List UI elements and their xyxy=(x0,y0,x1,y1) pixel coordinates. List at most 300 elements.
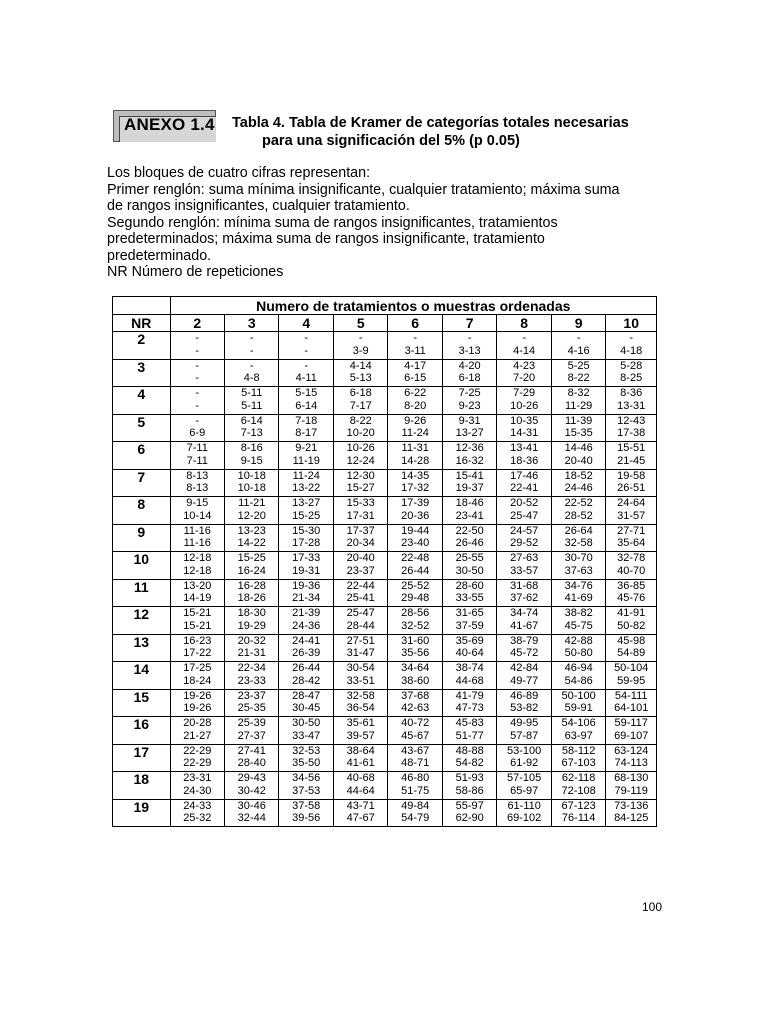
cell-first-line: 26-64 xyxy=(564,524,593,537)
cell-first-line: 8-32 xyxy=(567,387,590,399)
table-cell xyxy=(497,414,551,442)
table-cell xyxy=(388,332,442,360)
table-cell xyxy=(170,689,224,717)
cell-first-line: 14-35 xyxy=(401,469,430,482)
nr-cell: 16 xyxy=(113,717,171,745)
table-cell xyxy=(497,359,551,387)
cell-second-line: 15-35 xyxy=(564,427,593,439)
cell-second-line: 33-55 xyxy=(455,592,484,604)
cell-first-line: 32-58 xyxy=(346,689,375,702)
cell-second-line: 26-44 xyxy=(401,564,430,577)
nr-cell: 10 xyxy=(113,552,171,580)
cell-second-line: 41-67 xyxy=(510,619,539,632)
cell-second-line: 9-15 xyxy=(240,454,263,467)
cell-second-line: 33-51 xyxy=(346,674,375,687)
cell-first-line: 25-55 xyxy=(455,552,484,564)
cell-second-line: 30-45 xyxy=(292,702,321,714)
cell-first-line: 7-18 xyxy=(295,414,318,427)
cell-first-line: 30-70 xyxy=(564,552,593,564)
table-cell xyxy=(551,744,605,772)
cell-first-line: 19-58 xyxy=(617,469,646,482)
table-cell xyxy=(551,607,605,635)
table-cell xyxy=(170,717,224,745)
cell-first-line: 31-65 xyxy=(455,607,484,619)
cell-first-line: 30-46 xyxy=(237,799,266,812)
annex-label-box xyxy=(113,110,216,142)
cell-second-line: 20-40 xyxy=(564,454,593,467)
cell-second-line: 37-63 xyxy=(564,564,593,577)
table-row xyxy=(113,799,657,827)
cell-second-line: 7-13 xyxy=(240,427,263,439)
cell-second-line: 11-19 xyxy=(292,454,320,467)
table-cell xyxy=(279,524,333,552)
table-cell xyxy=(279,332,333,360)
cell-first-line: 73-136 xyxy=(614,799,649,812)
cell-first-line: 24-64 xyxy=(617,497,646,509)
cell-first-line: 19-26 xyxy=(183,689,212,702)
cell-second-line: 10-26 xyxy=(510,399,539,412)
cell-first-line: 25-39 xyxy=(237,717,266,729)
cell-second-line: 7-11 xyxy=(186,454,208,467)
cell-second-line: 39-57 xyxy=(346,729,375,742)
cell-second-line: 31-47 xyxy=(346,647,375,659)
table-cell xyxy=(551,717,605,745)
cell-first-line: 32-53 xyxy=(292,744,321,757)
table-cell xyxy=(442,414,496,442)
nr-cell: 11 xyxy=(113,579,171,607)
table-cell xyxy=(551,634,605,662)
table-cell xyxy=(442,744,496,772)
table-row xyxy=(113,552,657,580)
table-row xyxy=(113,387,657,415)
table-cell xyxy=(497,332,551,360)
cell-second-line: 14-31 xyxy=(510,427,539,439)
cell-second-line: 30-42 xyxy=(237,784,266,797)
cell-first-line: 53-100 xyxy=(507,744,542,757)
cell-first-line: 5-28 xyxy=(620,359,643,372)
cell-second-line: 13-22 xyxy=(292,482,321,494)
table-cell xyxy=(170,634,224,662)
cell-second-line: 57-87 xyxy=(510,729,539,742)
table-cell xyxy=(606,772,657,800)
table-cell xyxy=(388,662,442,690)
nr-cell: 2 xyxy=(113,332,171,360)
table-cell xyxy=(388,634,442,662)
cell-first-line: 43-71 xyxy=(346,799,375,812)
cell-first-line: 5-25 xyxy=(567,359,590,372)
nr-cell: 7 xyxy=(113,469,171,497)
table-cell xyxy=(442,799,496,827)
cell-first-line: 27-41 xyxy=(237,744,266,757)
table-cell xyxy=(497,524,551,552)
cell-second-line: 15-27 xyxy=(346,482,375,494)
cell-second-line: - xyxy=(195,399,200,412)
cell-second-line: 31-57 xyxy=(617,509,646,522)
cell-first-line: 15-25 xyxy=(237,552,266,564)
cell-first-line: 6-18 xyxy=(349,387,372,399)
table-cell xyxy=(388,359,442,387)
table-cell xyxy=(225,442,279,470)
cell-second-line: 18-26 xyxy=(237,592,266,604)
cell-first-line: 40-72 xyxy=(401,717,430,729)
table-cell xyxy=(388,524,442,552)
cell-second-line: 24-36 xyxy=(292,619,321,632)
nr-cell: 6 xyxy=(113,442,171,470)
cell-first-line: - xyxy=(249,332,254,344)
cell-second-line: 17-32 xyxy=(401,482,430,494)
cell-second-line: 6-9 xyxy=(189,427,206,439)
nr-cell: 14 xyxy=(113,662,171,690)
table-row xyxy=(113,497,657,525)
cell-second-line: 69-107 xyxy=(614,729,649,742)
cell-first-line: 22-48 xyxy=(401,552,430,564)
cell-second-line: - xyxy=(195,372,200,384)
cell-first-line: 23-37 xyxy=(237,689,266,702)
cell-first-line: 38-79 xyxy=(510,634,539,647)
cell-second-line: 21-45 xyxy=(617,454,646,467)
table-cell xyxy=(442,469,496,497)
treatment-header: 5 xyxy=(333,315,387,332)
cell-first-line: 45-98 xyxy=(617,634,646,647)
cell-first-line: 34-74 xyxy=(510,607,539,619)
table-row xyxy=(113,332,657,360)
cell-first-line: 11-24 xyxy=(292,469,320,482)
table-cell xyxy=(606,552,657,580)
cell-first-line: 58-112 xyxy=(561,744,596,757)
cell-second-line: 9-23 xyxy=(458,399,481,412)
table-cell xyxy=(225,799,279,827)
cell-first-line: 10-26 xyxy=(346,442,375,454)
cell-first-line: 4-17 xyxy=(404,359,427,372)
cell-first-line: 8-36 xyxy=(620,387,643,399)
cell-first-line: 15-51 xyxy=(617,442,646,454)
cell-second-line: 44-68 xyxy=(455,674,484,687)
table-cell xyxy=(279,662,333,690)
cell-first-line: 24-33 xyxy=(183,799,212,812)
cell-second-line: 12-24 xyxy=(346,454,375,467)
cell-second-line: 65-97 xyxy=(510,784,539,797)
cell-first-line: 54-106 xyxy=(561,717,596,729)
table-cell xyxy=(388,497,442,525)
table-cell xyxy=(333,689,387,717)
table-cell xyxy=(442,332,496,360)
cell-first-line: 10-35 xyxy=(510,414,539,427)
cell-second-line: 4-18 xyxy=(620,344,643,357)
cell-first-line: 38-64 xyxy=(346,744,375,757)
table-cell xyxy=(388,552,442,580)
cell-second-line: 22-29 xyxy=(183,757,212,769)
intro-line: Primer renglón: suma mínima insignificante, cualquier tratamiento; máxima suma xyxy=(107,181,620,198)
cell-second-line: 19-31 xyxy=(292,564,321,577)
table-cell xyxy=(279,387,333,415)
cell-first-line: 7-25 xyxy=(458,387,481,399)
cell-second-line: 6-18 xyxy=(458,372,481,384)
cell-second-line: 61-92 xyxy=(510,757,539,769)
table-cell xyxy=(279,359,333,387)
cell-first-line: 24-41 xyxy=(292,634,321,647)
cell-first-line: - xyxy=(629,332,634,344)
cell-first-line: 19-36 xyxy=(292,579,321,592)
intro-line: predeterminado. xyxy=(107,247,212,264)
table-cell xyxy=(225,634,279,662)
table-title-line1: Tabla 4. Tabla de Kramer de categorías totales necesarias xyxy=(232,115,629,131)
cell-first-line: 34-64 xyxy=(401,662,430,674)
cell-second-line: 42-63 xyxy=(401,702,430,714)
cell-second-line: 6-14 xyxy=(295,399,318,412)
table-cell xyxy=(606,744,657,772)
table-cell xyxy=(333,634,387,662)
cell-first-line: 12-43 xyxy=(617,414,646,427)
table-cell xyxy=(497,497,551,525)
cell-first-line: 15-30 xyxy=(292,524,321,537)
table-cell xyxy=(497,552,551,580)
cell-second-line: 11-16 xyxy=(183,537,211,549)
cell-second-line: 24-30 xyxy=(183,784,212,797)
cell-first-line: - xyxy=(576,332,581,344)
table-cell xyxy=(388,442,442,470)
cell-first-line: 7-11 xyxy=(186,442,208,454)
table-cell xyxy=(333,387,387,415)
treatment-header: 9 xyxy=(551,315,605,332)
cell-first-line: - xyxy=(522,332,526,344)
nr-cell: 19 xyxy=(113,799,171,827)
table-cell xyxy=(606,689,657,717)
cell-second-line: 17-38 xyxy=(617,427,646,439)
cell-second-line: 28-42 xyxy=(292,674,321,687)
cell-second-line: 4-11 xyxy=(295,372,317,384)
cell-second-line: 40-64 xyxy=(455,647,484,659)
cell-second-line: 23-33 xyxy=(237,674,266,687)
cell-second-line: 21-27 xyxy=(183,729,212,742)
table-cell xyxy=(606,579,657,607)
cell-second-line: 29-48 xyxy=(401,592,430,604)
table-cell xyxy=(333,332,387,360)
cell-first-line: 63-124 xyxy=(614,744,649,757)
cell-first-line: 15-33 xyxy=(346,497,375,509)
cell-first-line: 11-39 xyxy=(564,414,593,427)
cell-first-line: 26-44 xyxy=(292,662,321,674)
cell-first-line: 20-52 xyxy=(510,497,539,509)
table-cell xyxy=(170,524,224,552)
cell-first-line: 30-50 xyxy=(292,717,321,729)
cell-second-line: - xyxy=(249,344,254,357)
table-cell xyxy=(225,332,279,360)
table-cell xyxy=(551,799,605,827)
cell-second-line: 8-13 xyxy=(186,482,209,494)
table-cell xyxy=(170,552,224,580)
cell-second-line: 39-56 xyxy=(292,812,321,824)
cell-first-line: 51-93 xyxy=(455,772,484,784)
treatment-header: 8 xyxy=(497,315,551,332)
cell-first-line: 5-15 xyxy=(295,387,318,399)
cell-second-line: 54-89 xyxy=(617,647,646,659)
table-cell xyxy=(279,689,333,717)
cell-second-line: 59-95 xyxy=(617,674,646,687)
cell-second-line: 3-13 xyxy=(458,344,481,357)
cell-first-line: 40-68 xyxy=(346,772,375,784)
cell-second-line: 11-29 xyxy=(564,399,593,412)
table-cell xyxy=(279,469,333,497)
cell-first-line: 4-23 xyxy=(513,359,536,372)
cell-second-line: 45-76 xyxy=(617,592,646,604)
nr-cell: 18 xyxy=(113,772,171,800)
cell-second-line: 3-9 xyxy=(352,344,369,357)
table-row xyxy=(113,469,657,497)
table-cell xyxy=(442,524,496,552)
cell-first-line: 9-31 xyxy=(458,414,481,427)
cell-first-line: 22-29 xyxy=(183,744,212,757)
cell-first-line: 4-14 xyxy=(349,359,372,372)
cell-first-line: 17-25 xyxy=(183,662,212,674)
cell-first-line: 13-27 xyxy=(292,497,321,509)
table-cell xyxy=(225,387,279,415)
cell-second-line: 48-71 xyxy=(401,757,430,769)
annex-label: ANEXO 1.4 xyxy=(124,115,215,134)
table-cell xyxy=(606,717,657,745)
cell-second-line: 23-37 xyxy=(346,564,375,577)
cell-second-line: 21-31 xyxy=(237,647,266,659)
table-cell xyxy=(225,359,279,387)
table-row xyxy=(113,414,657,442)
cell-first-line: 13-41 xyxy=(510,442,539,454)
nr-cell: 13 xyxy=(113,634,171,662)
cell-second-line: 51-75 xyxy=(401,784,430,797)
cell-first-line: 12-18 xyxy=(183,552,212,564)
cell-first-line: 9-21 xyxy=(295,442,318,454)
table-cell xyxy=(333,497,387,525)
cell-second-line: 15-21 xyxy=(183,619,212,632)
table-cell xyxy=(279,717,333,745)
cell-second-line: 25-32 xyxy=(183,812,212,824)
table-cell xyxy=(170,662,224,690)
cell-first-line: 31-68 xyxy=(510,579,539,592)
intro-line: Segundo renglón: mínima suma de rangos insignificantes, tratamientos xyxy=(107,214,558,231)
cell-first-line: 18-52 xyxy=(564,469,593,482)
cell-first-line: - xyxy=(195,387,200,399)
cell-second-line: 54-86 xyxy=(564,674,593,687)
cell-first-line: 7-29 xyxy=(513,387,536,399)
cell-second-line: 14-19 xyxy=(183,592,212,604)
nr-cell: 3 xyxy=(113,359,171,387)
cell-second-line: 26-39 xyxy=(292,647,321,659)
cell-first-line: - xyxy=(304,359,309,372)
table-cell xyxy=(170,607,224,635)
cell-second-line: 54-82 xyxy=(455,757,484,769)
cell-second-line: 8-20 xyxy=(404,399,427,412)
cell-second-line: 38-60 xyxy=(401,674,430,687)
table-cell xyxy=(225,497,279,525)
cell-second-line: - xyxy=(304,344,309,357)
intro-line: Los bloques de cuatro cifras representan: xyxy=(107,165,371,181)
table-cell xyxy=(442,717,496,745)
table-cell xyxy=(551,772,605,800)
nr-cell: 12 xyxy=(113,607,171,635)
page-number: 100 xyxy=(642,900,663,914)
table-cell xyxy=(279,442,333,470)
cell-second-line: 13-27 xyxy=(455,427,484,439)
cell-first-line: 50-104 xyxy=(614,662,649,674)
cell-first-line: 46-89 xyxy=(510,689,539,702)
table-cell xyxy=(497,717,551,745)
cell-first-line: - xyxy=(195,359,200,372)
cell-second-line: 11-24 xyxy=(401,427,429,439)
cell-second-line: 23-41 xyxy=(455,509,484,522)
cell-first-line: 12-30 xyxy=(346,469,375,482)
cell-second-line: 50-80 xyxy=(564,647,593,659)
cell-second-line: 72-108 xyxy=(561,784,596,797)
nr-cell: 8 xyxy=(113,497,171,525)
table-cell xyxy=(442,497,496,525)
cell-first-line: 8-22 xyxy=(349,414,372,427)
cell-second-line: 27-37 xyxy=(237,729,266,742)
cell-second-line: 74-113 xyxy=(614,757,648,769)
cell-first-line: 62-118 xyxy=(561,772,596,784)
cell-second-line: 23-40 xyxy=(401,537,430,549)
cell-second-line: 5-11 xyxy=(241,399,263,412)
cell-first-line: 21-39 xyxy=(292,607,321,619)
cell-first-line: 46-94 xyxy=(564,662,593,674)
cell-first-line: 6-22 xyxy=(404,387,427,399)
cell-first-line: 34-76 xyxy=(564,579,593,592)
table-row xyxy=(113,634,657,662)
table-cell xyxy=(279,552,333,580)
table-cell xyxy=(606,469,657,497)
cell-first-line: 23-31 xyxy=(183,772,212,784)
cell-first-line: 24-57 xyxy=(510,524,539,537)
cell-first-line: 49-84 xyxy=(401,799,430,812)
cell-second-line: 29-52 xyxy=(510,537,539,549)
table-cell xyxy=(225,662,279,690)
cell-first-line: - xyxy=(195,414,200,427)
cell-second-line: 37-53 xyxy=(292,784,321,797)
treatment-header: 6 xyxy=(388,315,442,332)
table-cell xyxy=(388,744,442,772)
table-cell xyxy=(333,744,387,772)
table-cell xyxy=(551,552,605,580)
cell-second-line: 45-75 xyxy=(564,619,593,632)
table-cell xyxy=(333,469,387,497)
cell-second-line: 59-91 xyxy=(564,702,593,714)
cell-second-line: 14-28 xyxy=(401,454,430,467)
table-cell xyxy=(551,442,605,470)
cell-second-line: 32-58 xyxy=(564,537,593,549)
table-cell xyxy=(170,579,224,607)
table-row xyxy=(113,359,657,387)
cell-first-line: - xyxy=(304,332,309,344)
table-cell xyxy=(551,359,605,387)
table-cell xyxy=(442,772,496,800)
table-cell xyxy=(333,772,387,800)
table-cell xyxy=(442,689,496,717)
cell-first-line: 28-47 xyxy=(292,689,321,702)
table-cell xyxy=(606,442,657,470)
cell-second-line: 47-73 xyxy=(455,702,484,714)
cell-first-line: 28-60 xyxy=(455,579,484,592)
cell-second-line: 37-59 xyxy=(455,619,484,632)
cell-second-line: 28-44 xyxy=(346,619,375,632)
table-cell xyxy=(497,607,551,635)
cell-second-line: 26-46 xyxy=(455,537,484,549)
table-cell xyxy=(442,634,496,662)
table-cell xyxy=(333,524,387,552)
cell-first-line: 27-51 xyxy=(346,634,375,647)
cell-first-line: 42-84 xyxy=(510,662,539,674)
table-cell xyxy=(497,442,551,470)
nr-cell: 15 xyxy=(113,689,171,717)
cell-second-line: 53-82 xyxy=(510,702,539,714)
table-cell xyxy=(170,772,224,800)
table-row xyxy=(113,717,657,745)
